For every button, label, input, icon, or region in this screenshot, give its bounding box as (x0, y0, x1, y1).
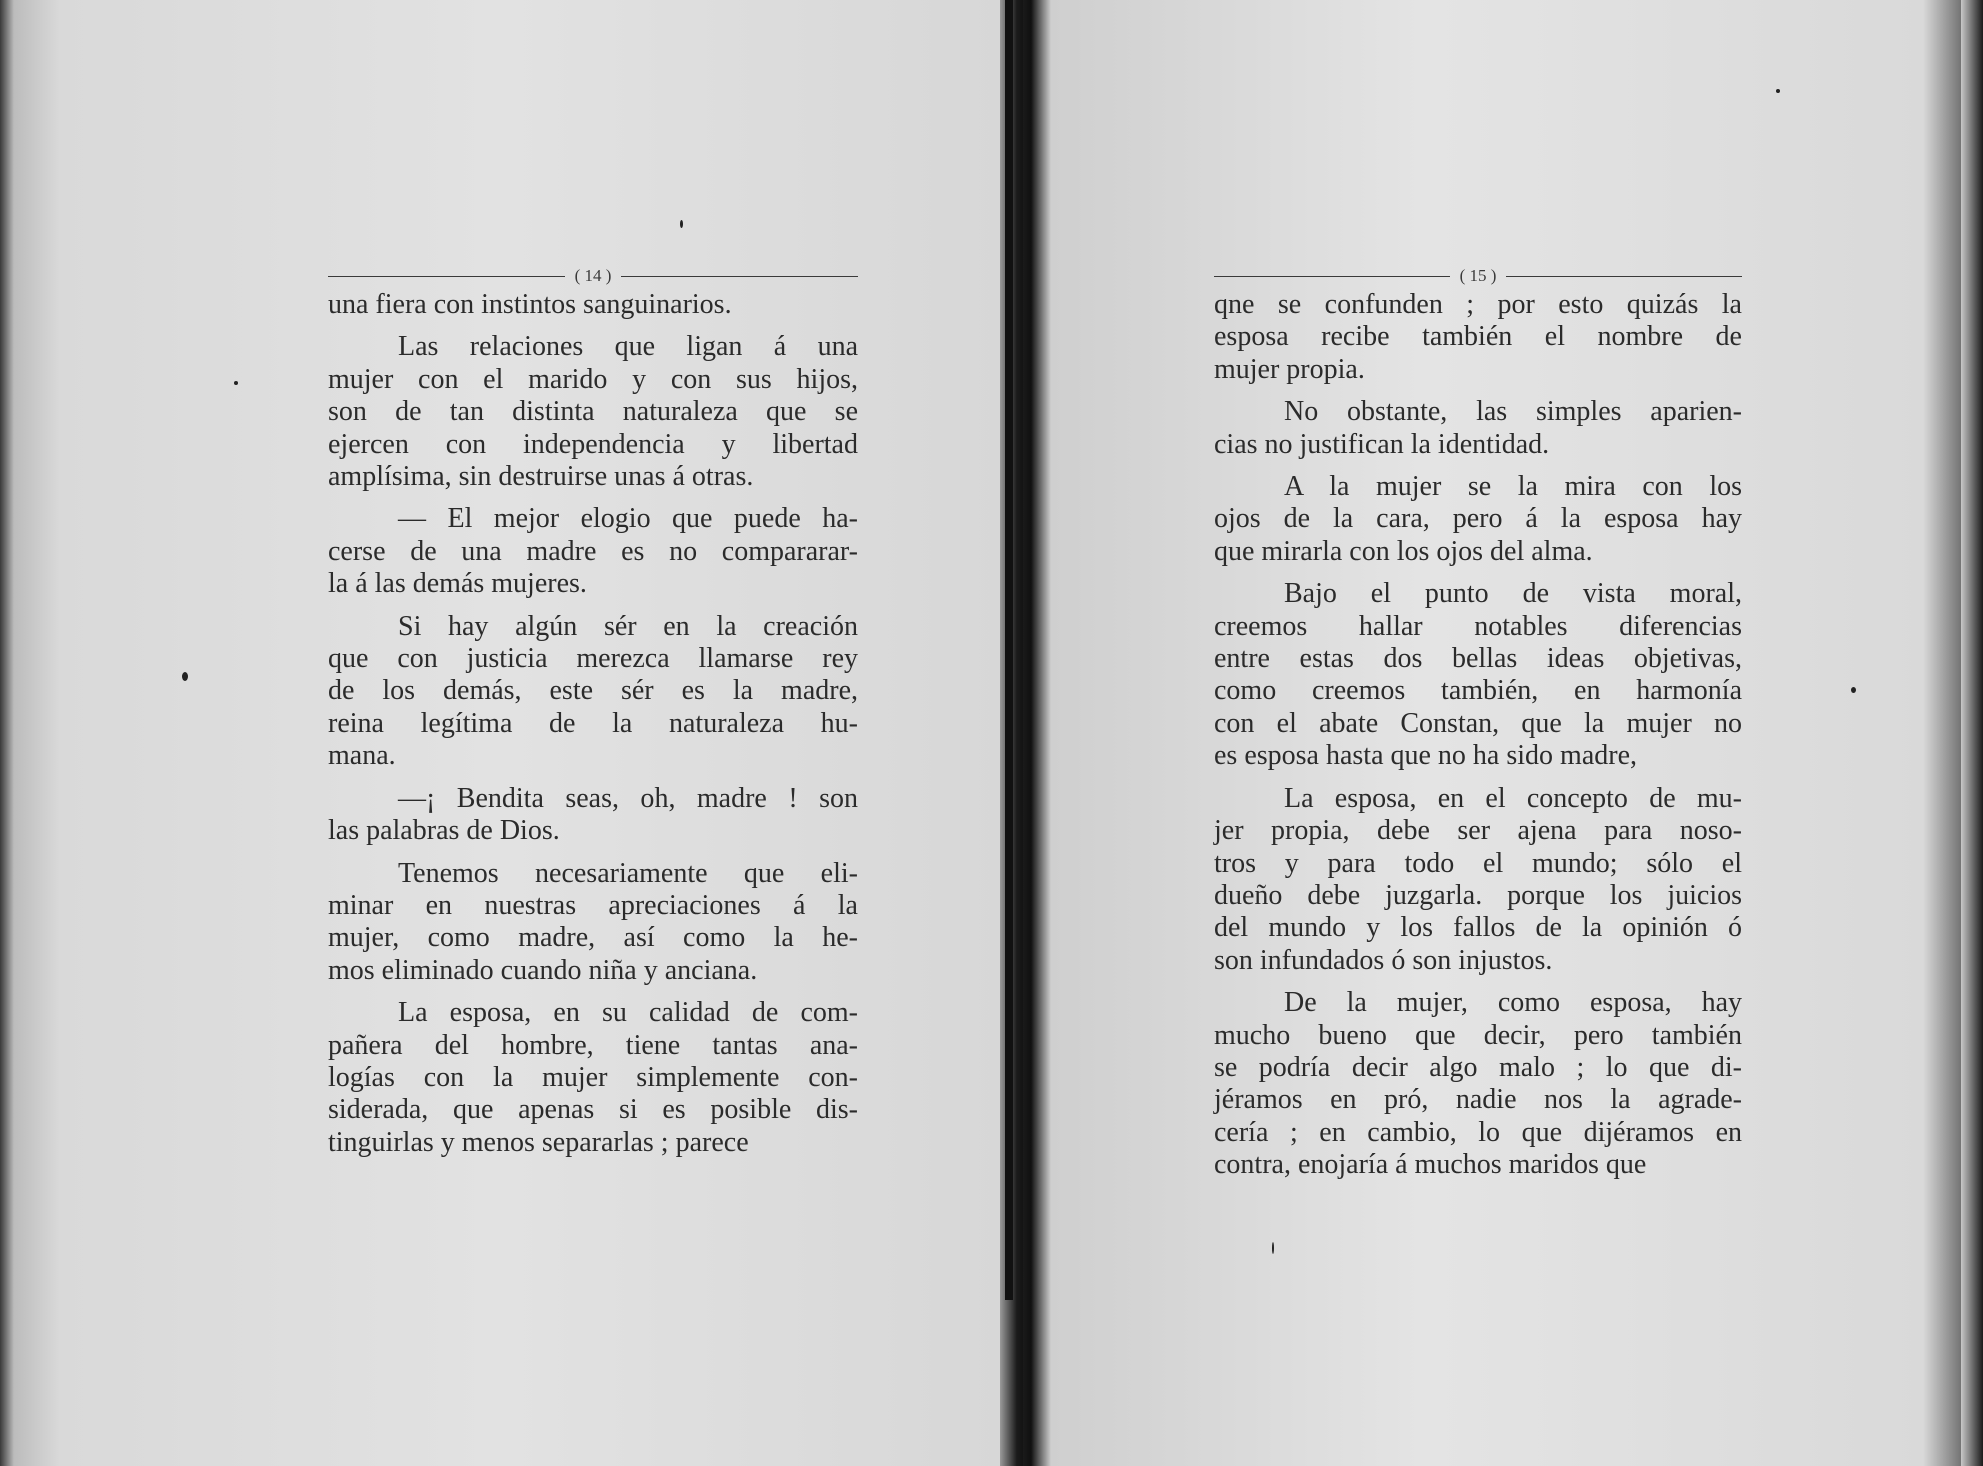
text-line: jéramos en pró, nadie nos la agrade- (1214, 1084, 1742, 1116)
text-line: amplísima, sin destruirse unas á otras. (328, 461, 754, 493)
left-running-head (328, 263, 858, 289)
text-line: contra, enojaría á muchos maridos que (1214, 1149, 1647, 1181)
text-line: —¡ Bendita seas, oh, madre ! son (398, 782, 858, 814)
paragraph (1214, 578, 1742, 772)
right-page (1023, 0, 1983, 1466)
text-line: una fiera con instintos sanguinarios. (328, 289, 732, 320)
ink-speck (182, 672, 188, 681)
text-line: de los demás, este sér es la madre, (328, 675, 858, 707)
text-line: cerse de una madre es no compararar- (328, 535, 858, 567)
text-line: siderada, que apenas si es posible dis- (328, 1094, 858, 1126)
paragraph (328, 289, 858, 321)
text-line: Tenemos necesariamente que eli- (398, 857, 858, 889)
right-running-head (1214, 263, 1742, 289)
text-line: Bajo el punto de vista moral, (1284, 578, 1742, 610)
text-line: se podría decir algo malo ; lo que di- (1214, 1051, 1742, 1083)
text-line: del mundo y los fallos de la opinión ó (1214, 912, 1742, 944)
paragraph-gap (328, 773, 858, 783)
page-edge-shadow (1961, 0, 1983, 1466)
right-page-number: ( 15 ) (1459, 266, 1497, 285)
text-line: De la mujer, como esposa, hay (1284, 987, 1742, 1019)
right-head-rule (1214, 276, 1450, 277)
text-line: mujer, como madre, así como la he- (328, 922, 858, 954)
text-line: que mirarla con los ojos del alma. (1214, 535, 1593, 567)
text-line: ejercen con independencia y libertad (328, 428, 858, 460)
right-head-rule (1506, 276, 1742, 277)
paragraph-gap (1214, 568, 1742, 578)
paragraph (328, 997, 858, 1159)
text-line: tros y para todo el mundo; sólo el (1214, 847, 1742, 879)
ink-speck (680, 220, 683, 228)
left-head-rule (328, 276, 565, 277)
text-line: A la mujer se la mira con los (1284, 471, 1742, 503)
paragraph (328, 331, 858, 493)
paragraph (328, 503, 858, 600)
paragraph-gap (1214, 977, 1742, 987)
left-paragraphs (328, 289, 858, 1159)
paragraph-gap (1214, 386, 1742, 396)
text-line: — El mejor elogio que puede ha- (398, 503, 858, 535)
text-line: mos eliminado cuando niña y anciana. (328, 954, 758, 986)
text-line: reina legítima de la naturaleza hu- (328, 707, 858, 739)
text-line: qne se confunden ; por esto quizás la (1214, 289, 1742, 320)
text-line: entre estas dos bellas ideas objetivas, (1214, 643, 1742, 675)
text-line: con el abate Constan, que la mujer no (1214, 707, 1742, 739)
paragraph-gap (328, 848, 858, 858)
right-paragraphs (1214, 289, 1742, 1182)
text-line: Si hay algún sér en la creación (398, 610, 858, 642)
paragraph (1214, 471, 1742, 568)
text-line: mujer con el marido y con sus hijos, (328, 363, 858, 395)
text-line: cería ; en cambio, lo que dijéramos en (1214, 1116, 1742, 1148)
text-line: es esposa hasta que no ha sido madre, (1214, 740, 1637, 772)
gutter-shadow (1005, 0, 1013, 1300)
text-line: son de tan distinta naturaleza que se (328, 396, 858, 428)
text-line: cias no justifican la identidad. (1214, 428, 1550, 460)
text-line: La esposa, en su calidad de com- (398, 997, 858, 1029)
text-line: son infundados ó son injustos. (1214, 944, 1553, 976)
text-line: tinguirlas y menos separarlas ; parece (328, 1126, 749, 1158)
text-line: mucho bueno que decir, pero también (1214, 1019, 1742, 1051)
paragraph (328, 858, 858, 988)
paragraph-gap (328, 321, 858, 331)
text-line: La esposa, en el concepto de mu- (1284, 782, 1742, 814)
text-line: como creemos también, en harmonía (1214, 675, 1742, 707)
text-line: la á las demás mujeres. (328, 568, 587, 600)
paragraph (1214, 289, 1742, 386)
ink-speck (1851, 687, 1856, 693)
text-line: creemos hallar notables diferencias (1214, 610, 1742, 642)
paragraph-gap (1214, 773, 1742, 783)
text-line: mana. (328, 740, 396, 772)
paragraph (328, 611, 858, 773)
paragraph (1214, 396, 1742, 461)
text-line: minar en nuestras apreciaciones á la (328, 889, 858, 921)
text-line: Las relaciones que ligan á una (398, 331, 858, 363)
text-line: las palabras de Dios. (328, 815, 560, 847)
paragraph-gap (328, 987, 858, 997)
left-page-number: ( 14 ) (574, 266, 612, 285)
ink-speck (1776, 89, 1780, 93)
text-line: que con justicia merezca llamarse rey (328, 643, 858, 675)
text-line: pañera del hombre, tiene tantas ana- (328, 1029, 858, 1061)
text-line: esposa recibe también el nombre de (1214, 321, 1742, 353)
paragraph-gap (328, 601, 858, 611)
paragraph (1214, 783, 1742, 977)
paragraph (328, 783, 858, 848)
text-line: jer propia, debe ser ajena para noso- (1214, 815, 1742, 847)
left-head-rule (621, 276, 858, 277)
paragraph-gap (1214, 461, 1742, 471)
paragraph (1214, 987, 1742, 1181)
ink-speck (1272, 1242, 1274, 1254)
text-line: mujer propia. (1214, 353, 1365, 385)
text-line: logías con la mujer simplemente con- (328, 1061, 858, 1093)
ink-speck (234, 381, 238, 385)
paragraph-gap (328, 493, 858, 503)
text-line: No obstante, las simples aparien- (1284, 396, 1742, 428)
left-text-block (328, 263, 858, 1159)
text-line: ojos de la cara, pero á la esposa hay (1214, 503, 1742, 535)
right-text-block (1214, 263, 1742, 1182)
text-line: dueño debe juzgarla. porque los juicios (1214, 879, 1742, 911)
